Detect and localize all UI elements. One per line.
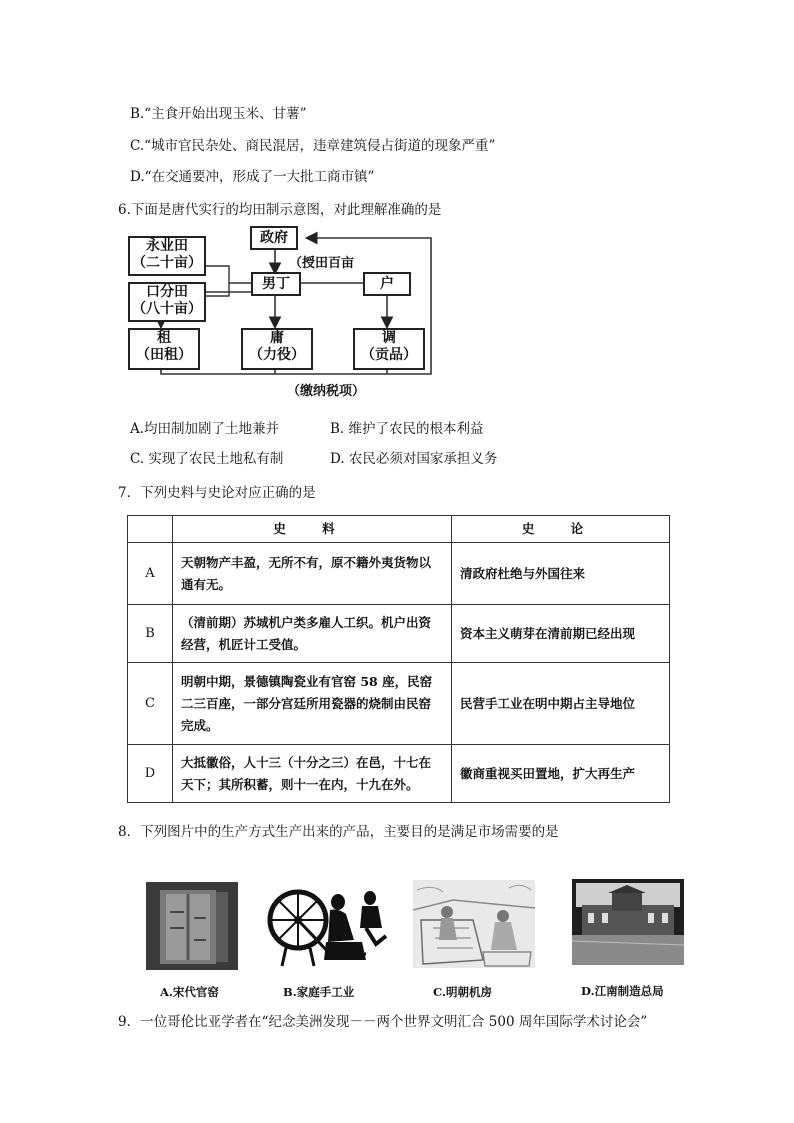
box-hu (363, 272, 411, 296)
row-thesis: 清政府杜绝与外国往来 (452, 543, 670, 605)
juntian-diagram (125, 222, 437, 402)
row-key: D (128, 745, 173, 803)
row-source: 明朝中期，景德镇陶瓷业有官窑 58 座，民窑二三百座，一部分宫廷所用瓷器的烧制由民窑完成。 (173, 663, 452, 745)
koufentian-label: 口分田 (146, 284, 188, 300)
q6-stem: 6.下面是唐代实行的均田制示意图，对此理解准确的是 (118, 202, 442, 218)
table-header-row (128, 516, 670, 543)
table-row (128, 605, 670, 663)
row-key: C (128, 663, 173, 745)
box-zu (128, 328, 200, 370)
q6-option-a: A.均田制加剧了土地兼并 (130, 421, 280, 437)
yong-sub: （力役） (249, 347, 305, 363)
box-yongyetian (128, 236, 206, 276)
q7-table (127, 515, 670, 803)
label-shoutian: （授田百亩 (289, 256, 355, 271)
table-row (128, 745, 670, 803)
row-thesis: 徽商重视买田置地，扩大再生产 (452, 745, 670, 803)
label-jiaona: （缴纳税项） (287, 384, 366, 399)
box-yong (241, 328, 313, 370)
q5-option-c: C.“城市官民杂处、商民混居，违章建筑侵占街道的现象严重” (130, 138, 496, 154)
q6-option-d: D. 农民必须对国家承担义务 (330, 451, 498, 467)
table-row (128, 543, 670, 605)
caption-d: D.江南制造总局 (581, 984, 664, 998)
row-source: （清前期）苏城机户类多雇人工织。机户出资经营，机匠计工受值。 (173, 605, 452, 663)
yongyetian-label: 永业田 (146, 238, 188, 254)
hu-label: 户 (380, 276, 394, 292)
table-row (128, 663, 670, 745)
header-key (128, 516, 173, 543)
box-koufentian (128, 282, 206, 322)
caption-b: B.家庭手工业 (283, 985, 355, 999)
jiangnan-arsenal-image (572, 879, 684, 965)
caption-a: A.宋代官窑 (160, 985, 219, 999)
row-key: A (128, 543, 173, 605)
diao-sub: （贡品） (361, 347, 417, 363)
header-thesis: 史 论 (452, 516, 670, 543)
nanding-label: 男丁 (262, 276, 290, 292)
q9-stem: 9．一位哥伦比亚学者在“纪念美洲发现－－两个世界文明汇合 500 周年国际学术讨论会” (118, 1014, 648, 1030)
diao-label: 调 (382, 330, 396, 346)
row-source: 大抵徽俗，人十三（十分之三）在邑，十七在天下；其所积蓄，则十一在内，十九在外。 (173, 745, 452, 803)
q6-option-c: C. 实现了农民土地私有制 (130, 451, 284, 467)
row-thesis: 资本主义萌芽在清前期已经出现 (452, 605, 670, 663)
row-source: 天朝物产丰盈，无所不有，原不籍外夷货物以通有无。 (173, 543, 452, 605)
yong-label: 庸 (270, 330, 284, 346)
row-thesis: 民营手工业在明中期占主导地位 (452, 663, 670, 745)
yongyetian-sub: （二十亩） (132, 255, 202, 271)
q5-option-d: D.“在交通要冲，形成了一大批工商市镇” (130, 169, 375, 185)
box-nanding (251, 272, 301, 296)
row-key: B (128, 605, 173, 663)
box-diao (353, 328, 425, 370)
zu-label: 租 (157, 330, 171, 346)
caption-c: C.明朝机房 (433, 985, 492, 999)
q7-stem: 7．下列史料与史论对应正确的是 (118, 485, 316, 501)
zu-sub: （田租） (136, 347, 192, 363)
header-source: 史 料 (173, 516, 452, 543)
box-government-label: 政府 (260, 230, 288, 246)
q6-option-b: B. 维护了农民的根本利益 (330, 421, 484, 437)
song-kiln-image (146, 882, 238, 970)
koufentian-sub: （八十亩） (132, 301, 202, 317)
q8-stem: 8．下列图片中的生产方式生产出来的产品，主要目的是满足市场需要的是 (118, 824, 559, 840)
spinning-wheel-image (266, 884, 390, 968)
box-government (250, 226, 298, 250)
ming-workshop-image (413, 880, 535, 968)
q5-option-b: B.“主食开始出现玉米、甘薯” (130, 106, 307, 122)
